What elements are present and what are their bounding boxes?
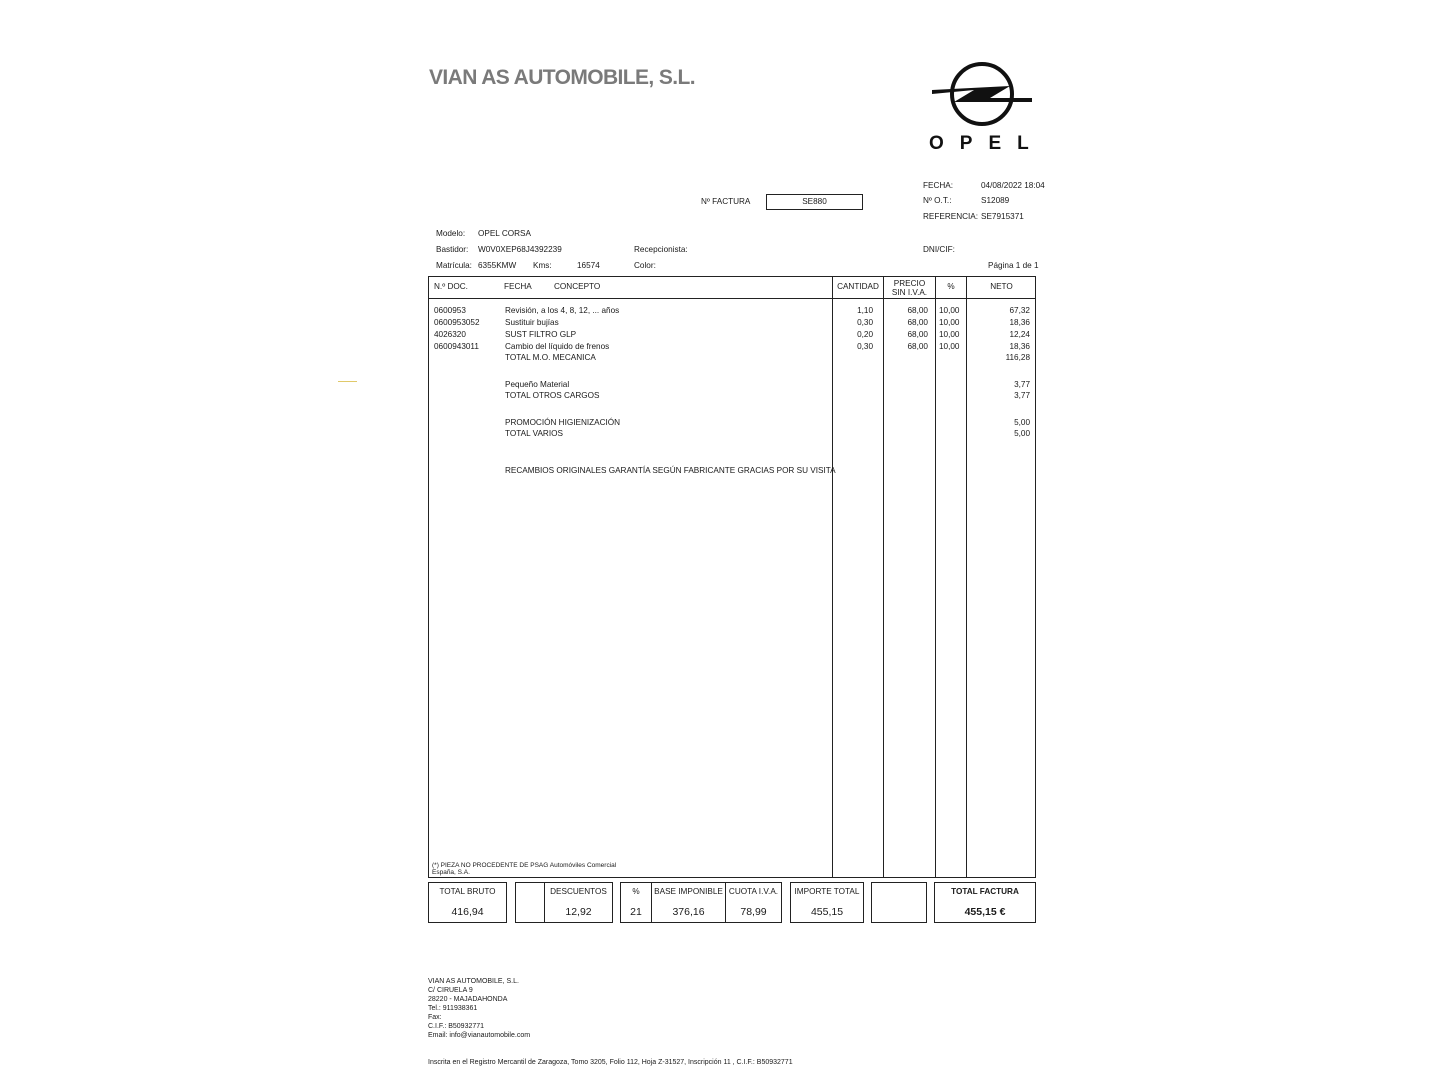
row-concepto: Pequeño Material	[505, 380, 570, 389]
recepcionista-label: Recepcionista:	[634, 245, 688, 254]
row-pct: 10,00	[939, 342, 960, 351]
empty-box	[515, 882, 545, 923]
base-imponible-box	[651, 882, 726, 923]
row-doc: 0600953	[434, 306, 466, 315]
total-bruto-value: 416,94	[451, 906, 484, 918]
row-concepto: TOTAL OTROS CARGOS	[505, 391, 600, 400]
descuentos-label: DESCUENTOS	[550, 887, 607, 896]
row-concepto: Revisión, a los 4, 8, 12, ... años	[505, 306, 620, 315]
dni-label: DNI/CIF:	[923, 245, 955, 254]
footer-line: Email: info@vianautomobile.com	[428, 1032, 531, 1039]
descuentos-value: 12,92	[565, 906, 592, 918]
row-neto: 5,00	[1014, 418, 1030, 427]
header-concepto: CONCEPTO	[554, 282, 601, 291]
kms-value: 16574	[577, 261, 600, 270]
row-neto: 67,32	[1009, 306, 1030, 315]
footer-line: C.I.F.: B50932771	[428, 1023, 485, 1030]
matricula-value: 6355KMW	[478, 261, 517, 270]
header-precio: PRECIO	[893, 279, 926, 288]
iva-pct-label: %	[632, 887, 640, 896]
total-factura-box	[934, 882, 1036, 923]
column-divider	[966, 277, 967, 878]
modelo-value: OPEL CORSA	[478, 229, 531, 238]
base-imponible-value: 376,16	[672, 906, 705, 918]
row-neto: 5,00	[1014, 429, 1030, 438]
column-divider	[832, 277, 833, 878]
importe-total-label: IMPORTE TOTAL	[794, 887, 860, 896]
row-doc: 4026320	[434, 330, 466, 339]
invoice-number: SE880	[766, 194, 863, 210]
row-neto: 116,28	[1005, 353, 1030, 362]
invoice-label: Nº FACTURA	[701, 197, 751, 206]
empty-box	[871, 882, 927, 923]
row-cantidad: 0,30	[857, 342, 873, 351]
header-neto: NETO	[990, 282, 1013, 291]
row-pct: 10,00	[939, 318, 960, 327]
brand-wordmark: OPEL	[929, 133, 1045, 154]
fecha-value: 04/08/2022 18:04	[981, 181, 1045, 190]
cuota-iva-label: CUOTA I.V.A.	[728, 887, 779, 896]
fecha-label: FECHA:	[923, 181, 954, 190]
matricula-label: Matrícula:	[436, 261, 472, 270]
row-precio: 68,00	[907, 318, 928, 327]
row-doc: 0600943011	[434, 342, 479, 351]
row-pct: 10,00	[939, 306, 960, 315]
ot-label: Nº O.T.:	[923, 196, 952, 205]
footer-line: Tel.: 911938361	[428, 1005, 478, 1012]
page-indicator: Página 1 de 1	[988, 261, 1039, 270]
row-concepto: Sustituir bujías	[505, 318, 559, 327]
total-bruto-label: TOTAL BRUTO	[439, 887, 496, 896]
importe-total-box	[790, 882, 864, 923]
bastidor-value: W0V0XEP68J4392239	[478, 245, 562, 254]
kms-label: Kms:	[533, 261, 552, 270]
margin-mark	[338, 381, 357, 382]
row-neto: 12,24	[1009, 330, 1030, 339]
row-doc: 0600953052	[434, 318, 480, 327]
row-precio: 68,00	[907, 306, 928, 315]
base-imponible-label: BASE IMPONIBLE	[654, 887, 723, 896]
importe-total-value: 455,15	[810, 906, 844, 918]
row-neto: 3,77	[1014, 380, 1030, 389]
row-concepto: SUST FILTRO GLP	[505, 330, 577, 339]
iva-pct-value: 21	[630, 906, 642, 918]
company-footer	[428, 977, 530, 1040]
header-pct: %	[947, 282, 955, 291]
column-divider	[883, 277, 884, 878]
ref-value: SE7915371	[981, 212, 1024, 221]
total-factura-value: 455,15 €	[964, 906, 1006, 918]
row-pct: 10,00	[939, 330, 960, 339]
opel-blitz-logo	[930, 60, 1034, 128]
ref-label: REFERENCIA:	[923, 212, 979, 221]
footnote	[432, 862, 616, 876]
iva-pct-box	[620, 882, 652, 923]
header-doc: N.º DOC.	[434, 282, 468, 291]
row-concepto: PROMOCIÓN HIGIENIZACIÓN	[505, 418, 621, 427]
row-concepto: Cambio del líquido de frenos	[505, 342, 610, 351]
company-name: VIAN AS AUTOMOBILE, S.L.	[429, 66, 696, 89]
footer-line: C/ CIRUELA 9	[428, 987, 473, 994]
header-cantidad: CANTIDAD	[837, 282, 879, 291]
thank-you-note: RECAMBIOS ORIGINALES GARANTÍA SEGÚN FABRICANTE GRACIAS POR SU VISITA	[505, 466, 836, 475]
row-neto: 18,36	[1009, 342, 1030, 351]
table-header-divider	[429, 298, 1036, 299]
header-precio-sub: SIN I.V.A.	[891, 288, 928, 297]
row-neto: 18,36	[1009, 318, 1030, 327]
cuota-iva-box	[725, 882, 782, 923]
row-cantidad: 0,20	[857, 330, 873, 339]
ot-value: S12089	[981, 196, 1010, 205]
header-fecha: FECHA	[504, 282, 532, 291]
footnote-line: (*) PIEZA NO PROCEDENTE DE PSAG Automóviles Comercial	[432, 862, 617, 869]
bastidor-label: Bastidor:	[436, 245, 469, 254]
footer-line: Fax:	[428, 1014, 442, 1021]
row-concepto: TOTAL VARIOS	[505, 429, 563, 438]
row-cantidad: 0,30	[857, 318, 873, 327]
footnote-line: España, S.A.	[432, 869, 470, 876]
registry-info: Inscrita en el Registro Mercantil de Zaragoza, Tomo 3205, Folio 112, Hoja Z-31527, Inscripción 11 , C.I.F.: B50932771	[428, 1059, 793, 1066]
row-precio: 68,00	[907, 342, 928, 351]
row-neto: 3,77	[1014, 391, 1030, 400]
descuentos-box	[544, 882, 613, 923]
row-precio: 68,00	[907, 330, 928, 339]
footer-line: 28220 - MAJADAHONDA	[428, 996, 508, 1003]
color-label: Color:	[634, 261, 656, 270]
cuota-iva-value: 78,99	[740, 906, 767, 918]
total-factura-label: TOTAL FACTURA	[951, 887, 1019, 896]
footer-line: VIAN AS AUTOMOBILE, S.L.	[428, 978, 519, 985]
column-divider	[935, 277, 936, 878]
modelo-label: Modelo:	[436, 229, 466, 238]
total-bruto-box	[428, 882, 507, 923]
row-concepto: TOTAL M.O. MECANICA	[505, 353, 596, 362]
line-items-table	[428, 276, 1036, 878]
row-cantidad: 1,10	[857, 306, 873, 315]
